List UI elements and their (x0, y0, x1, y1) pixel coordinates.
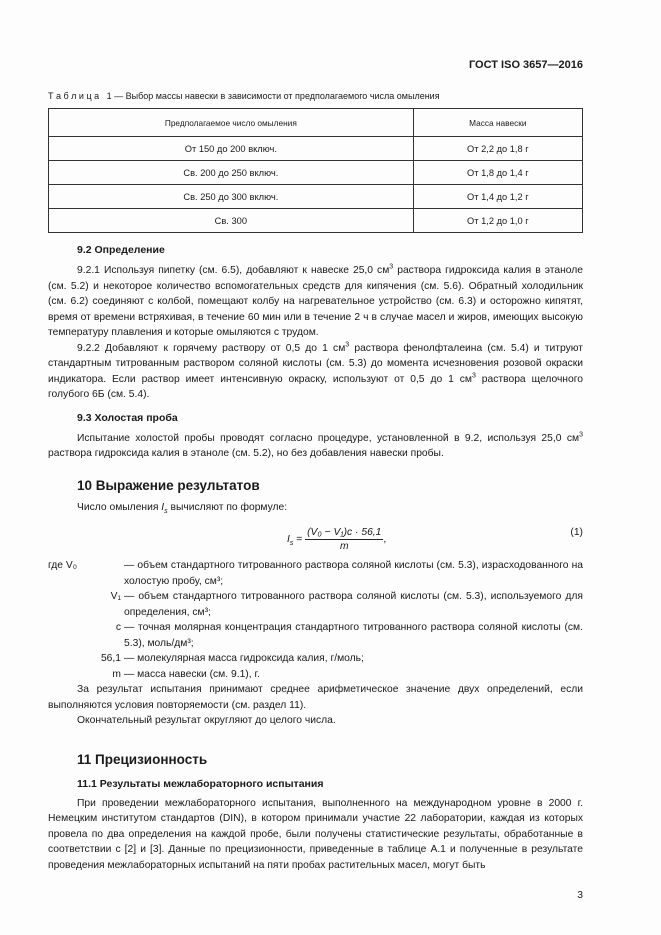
legend-item: 56,1 — молекулярная масса гидроксида калия, г/моль; (100, 653, 364, 664)
table-cell: От 1,2 до 1,0 г (413, 209, 582, 233)
formula-legend (48, 558, 583, 682)
table-row (49, 137, 583, 161)
table-row (49, 209, 583, 233)
table-caption (48, 90, 583, 102)
paragraph-9-2-2: 9.2.2 Добавляют к горячему раствору от 0,5 до 1 $см^3$ раствора фенолфталеина (см. 5.4) и титруют стандартным титрованным раствором соляной кислоты (см. 5.3) до момента исчезновения розовой окраски индикатора. Если раствор имеет интенсивную окраску, используют от 0,5 до 1 $см^3$ раствора щелочного голубого 6Б (см. 5.4). (48, 341, 583, 400)
section-9-2-title: 9.2 Определение (77, 244, 165, 256)
table-cell: Св. 200 до 250 включ. (49, 161, 414, 185)
section-10-title: 10 Выражение результатов (77, 477, 260, 493)
page-number: 3 (577, 890, 583, 901)
standard-header: ГОСТ ISO 3657—2016 (468, 59, 583, 71)
table-row (49, 185, 583, 209)
formula-intro: Число омыления $I_s$ вычисляют по формуле: (77, 501, 288, 515)
paragraph-9-3: Испытание холостой пробы проводят согласно процедуре, установленной в 9.2, используя 25,0 $см^3$ раствора гидроксида калия в этаноле (см. 5.2), но без добавления навески пробы. (48, 431, 583, 459)
paragraph-11-1: При проведении межлабораторного испытания, выполненного на международном уровне в 2000 г. Немецким институтом стандартов (DIN), в котором принимали участие 22 лаборатории, каждая из которых провела по два определения на каждой пробе, были получены статистические результаты, обработанные в соответствии с [2] и [3]. Данные по прецизионности, приведенные в таблице А.1 и полученные в результате проведения межлабораторных испытаний на пяти пробах растительных масел, могут быть (48, 797, 583, 871)
table-cell: От 2,2 до 1,8 г (413, 137, 582, 161)
page-content (48, 58, 583, 903)
section-11-title: 11 Прецизионность (77, 751, 208, 767)
legend-item: где V₀ — объем стандартного титрованного раствора соляной кислоты (см. 5.3), израсходованного на холостую пробу, см³; (48, 560, 583, 587)
legend-item: m — масса навески (см. 9.1), г. (112, 668, 260, 680)
legend-item: c — точная молярная концентрация стандартного титрованного раствора соляной кислоты (см. 5.3), моль/дм³; (115, 622, 583, 649)
formula-row (48, 527, 583, 552)
paragraph-9-2-1: 9.2.1 Используя пипетку (см. 6.5), добавляют к навеске 25,0 $см^3$ раствора гидроксида калия в этаноле (см. 5.2) и некоторое количество вспомогательных средств для кипячения (см. 5.6). Обратный холодильник (см. 6.2) соединяют с колбой, помещают колбу на нагревательное устройство (см. 6.3) и осторожно кипятят, время от времени встряхивая, в течение 60 мин или в течение 2 ч в случае масел и жиров, имеющих высокую температуру плавления и которые омыляются с трудом. (48, 263, 584, 338)
column-header: Масса навески (413, 109, 582, 137)
formula-1: $I_s$ = $\frac{\text{(V₀ − V₁)c · 56,1}}{m}$ , (287, 527, 387, 552)
section-9-2-body (48, 263, 583, 403)
table-cell: Св. 250 до 300 включ. (49, 185, 414, 209)
table-cell: От 1,8 до 1,4 г (413, 161, 582, 185)
section-9-3-title: 9.3 Холостая проба (77, 411, 178, 424)
table-cell: От 1,4 до 1,2 г (413, 185, 582, 209)
caption-text: — Выбор массы навески в зависимости от предполагаемого числа омыления (111, 91, 440, 101)
table-row (49, 161, 583, 185)
paragraph-result: За результат испытания принимают среднее арифметическое значение двух определений, если выполняются условия повторяемости (см. раздел 11). (48, 684, 583, 711)
section-10-body (48, 682, 583, 729)
table-header-row (49, 109, 583, 137)
mass-selection-table (48, 108, 583, 233)
formula-number: (1) (570, 527, 583, 538)
caption-label: Т а б л и ц а 1 (48, 91, 112, 101)
paragraph-rounding: Окончательный результат округляют до целого числа. (77, 715, 336, 726)
section-11-1-title: 11.1 Результаты межлабораторного испытания (77, 777, 324, 790)
column-header: Предполагаемое число омыления (49, 109, 414, 137)
legend-item: V₁ — объем стандартного титрованного раствора соляной кислоты (см. 5.3), используемого для определения, см³; (110, 591, 583, 618)
table-cell: От 150 до 200 включ. (49, 137, 414, 161)
table-cell: Св. 300 (49, 209, 414, 233)
